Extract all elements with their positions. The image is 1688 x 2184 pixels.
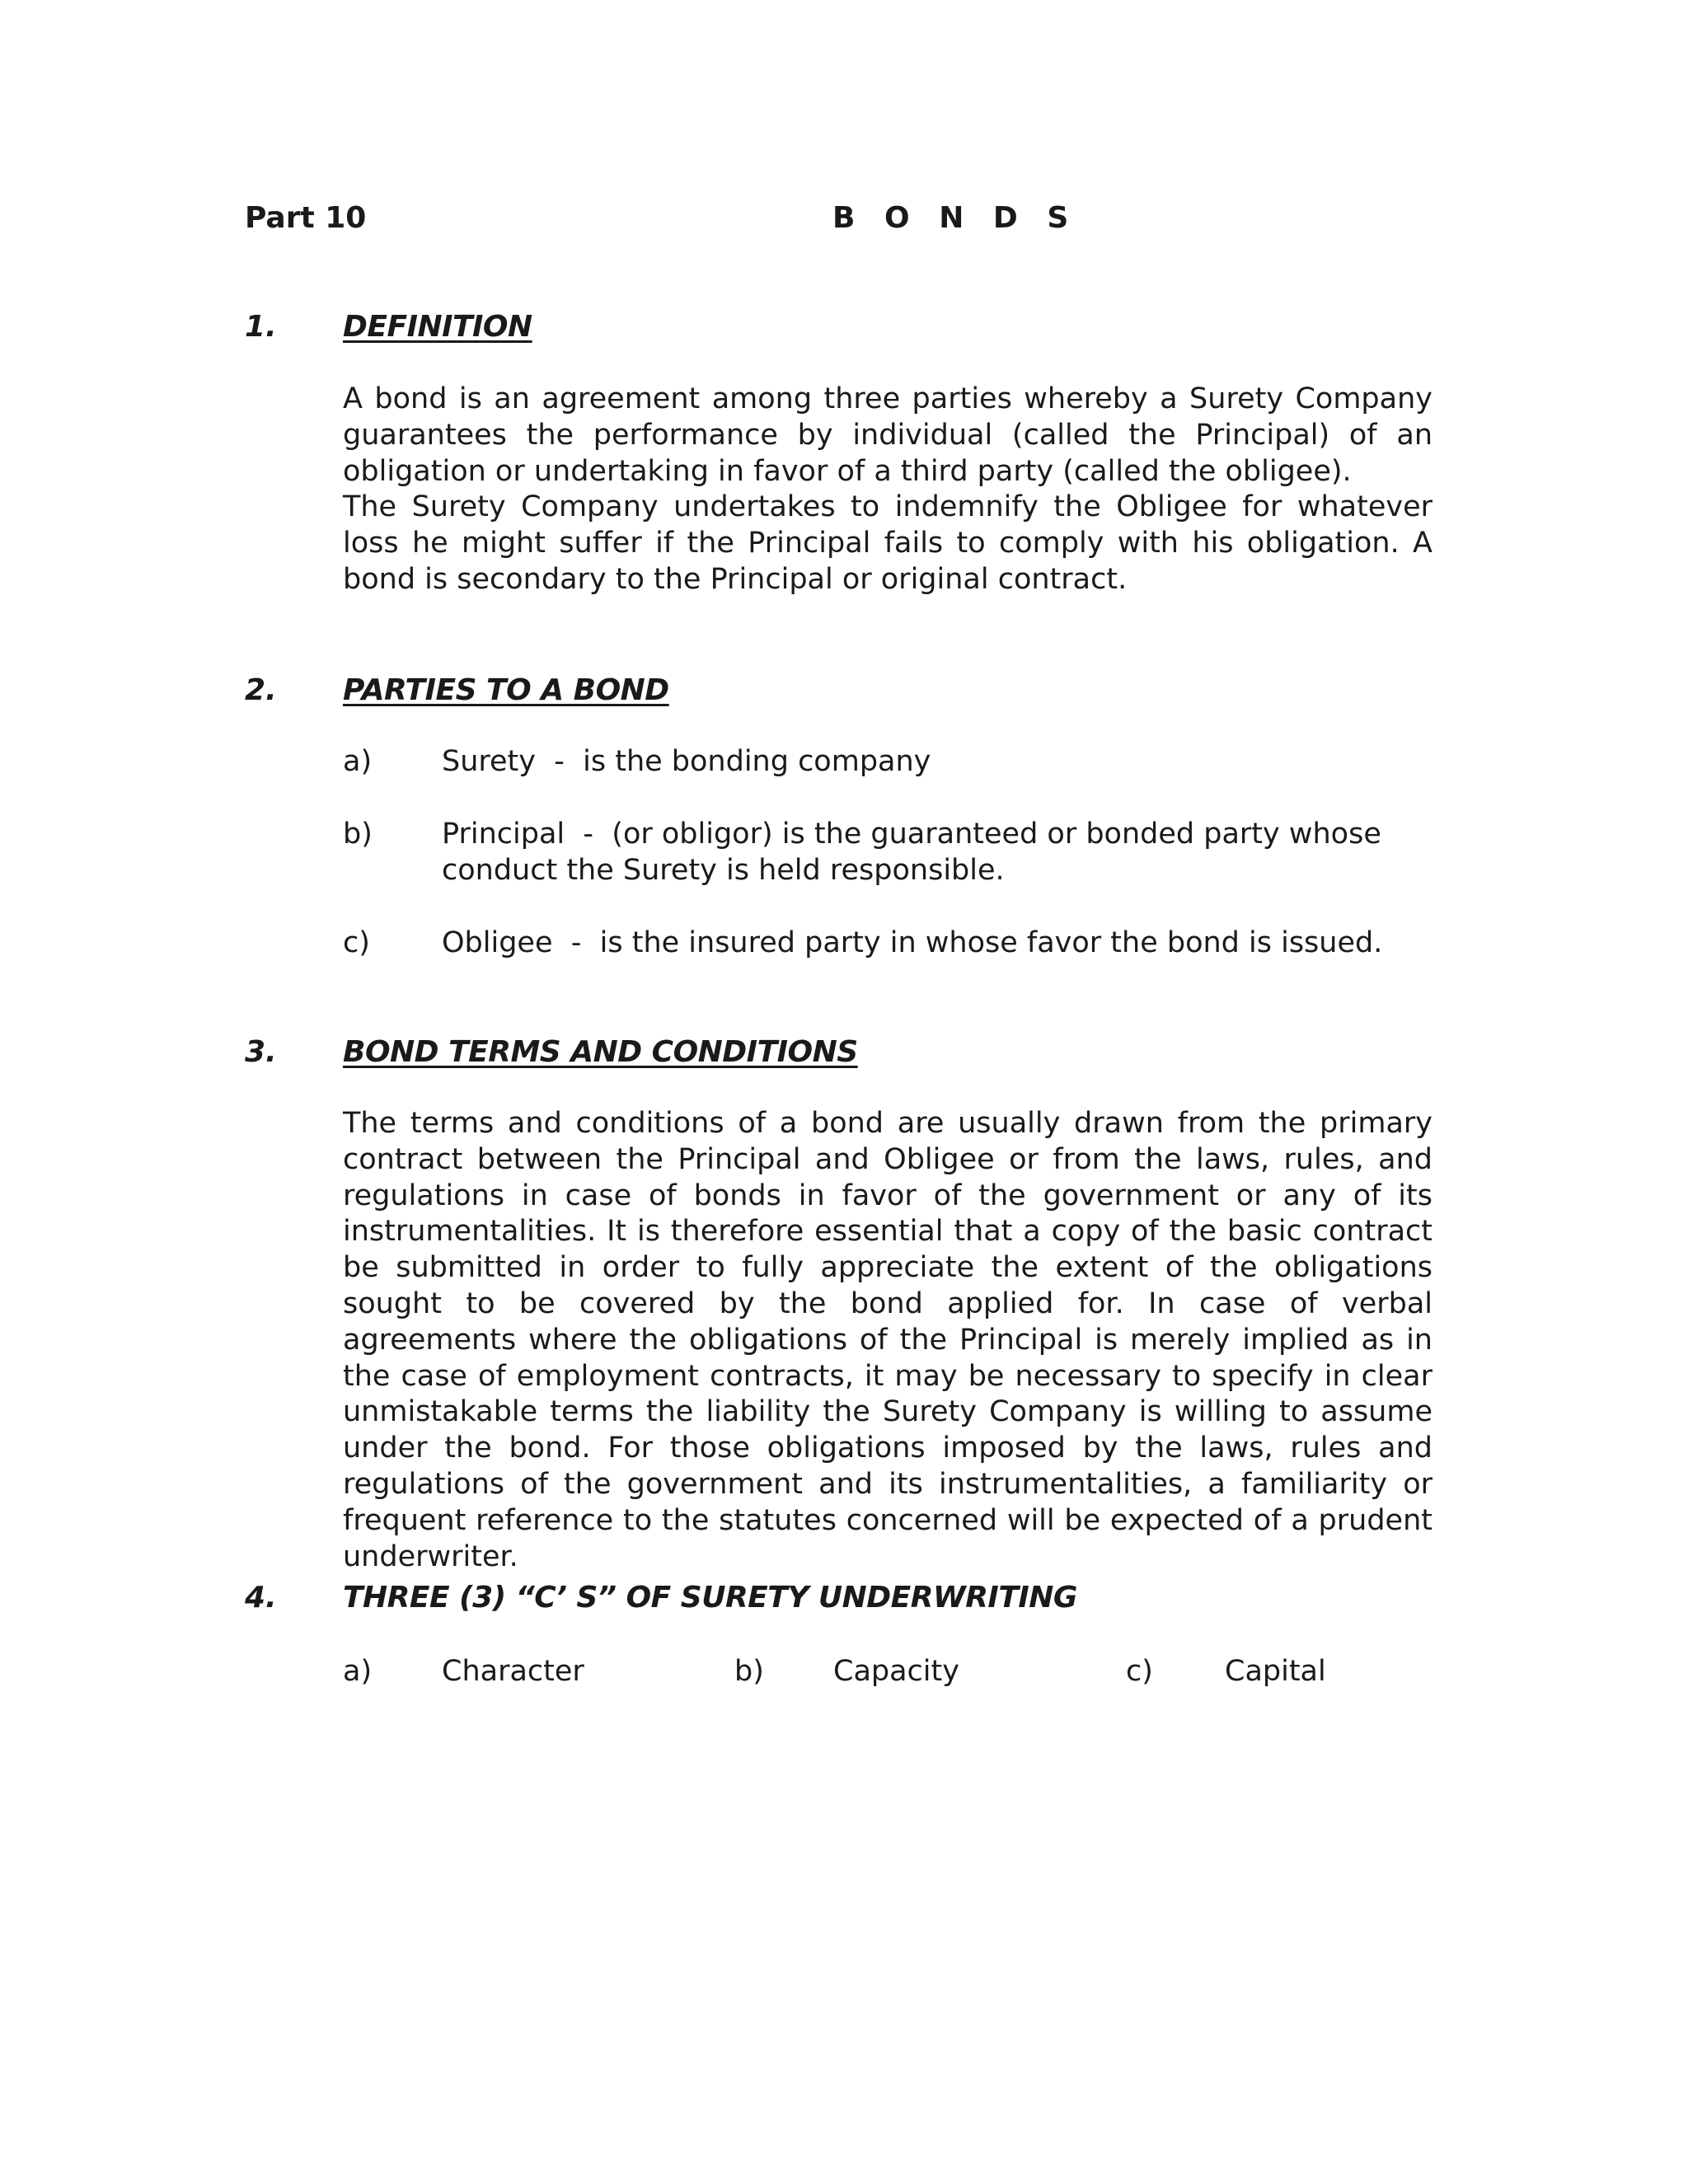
section-heading: BOND TERMS AND CONDITIONS bbox=[343, 1035, 858, 1069]
section-terms bbox=[0, 1035, 1688, 1076]
item-separator: - bbox=[552, 926, 600, 959]
item-definition: is the insured party in whose favor the bond is issued. bbox=[599, 926, 1383, 959]
paragraph: A bond is an agreement among three parties whereby a Surety Company guarantees the performance by individual (called the Principal) of an obligation or undertaking in favor of a third party (called the obligee). bbox=[343, 382, 1432, 488]
section-number: 3. bbox=[245, 1035, 277, 1069]
item-separator: - bbox=[536, 745, 584, 778]
item-text: Capital bbox=[1225, 1655, 1326, 1688]
section-definition bbox=[0, 310, 1688, 351]
item-label: b) bbox=[343, 818, 373, 851]
item-label: c) bbox=[1126, 1655, 1153, 1688]
item-label: c) bbox=[343, 926, 370, 959]
item-separator: - bbox=[565, 818, 612, 851]
item-definition: (or obligor) is the guaranteed or bonded party whose conduct the Surety is held responsible. bbox=[442, 818, 1381, 887]
item-text: Character bbox=[442, 1655, 584, 1688]
section-number: 4. bbox=[245, 1581, 277, 1615]
section-number: 2. bbox=[245, 673, 277, 707]
item-term: Principal bbox=[442, 818, 565, 851]
item-label: a) bbox=[343, 745, 373, 778]
item-term: Surety bbox=[442, 745, 536, 778]
part-label: Part 10 bbox=[245, 201, 367, 235]
section-heading: PARTIES TO A BOND bbox=[343, 673, 669, 707]
item-label: a) bbox=[343, 1655, 373, 1688]
page-title: B O N D S bbox=[832, 201, 1078, 235]
item-term: Obligee bbox=[442, 926, 553, 959]
section-three-cs bbox=[0, 1581, 1688, 1622]
terms-body bbox=[343, 1106, 1432, 1575]
item-definition: is the bonding company bbox=[583, 745, 931, 778]
definition-body bbox=[343, 382, 1432, 598]
item-label: b) bbox=[734, 1655, 764, 1688]
section-heading: THREE (3) “C’ S” OF SURETY UNDERWRITING bbox=[343, 1581, 1077, 1615]
section-heading: DEFINITION bbox=[343, 310, 532, 344]
section-number: 1. bbox=[245, 310, 277, 344]
section-parties bbox=[0, 673, 1688, 715]
paragraph: The Surety Company undertakes to indemnify the Obligee for whatever loss he might suffer if the Principal fails to comply with his obligation. A bond is secondary to the Principal or original contract. bbox=[343, 490, 1432, 596]
paragraph: The terms and conditions of a bond are usually drawn from the primary contract between the Principal and Obligee or from the laws, rules, and regulations in case of bonds in favor of the government or any of its instrumentalities. It is therefore essential that a copy of the basic contract be submitted in order to fully appreciate the extent of the obligations sought to be covered by the bond applied for. In case of verbal agreements where the obligations of the Principal is merely implied as in the case of employment contracts, it may be necessary to specify in clear unmistakable terms the liability the Surety Company is willing to assume under the bond. For those obligations imposed by the laws, rules and regulations of the government and its instrumentalities, a familiarity or frequent reference to the statutes concerned will be expected of a prudent underwriter. bbox=[343, 1107, 1432, 1573]
item-text: Capacity bbox=[833, 1655, 959, 1688]
